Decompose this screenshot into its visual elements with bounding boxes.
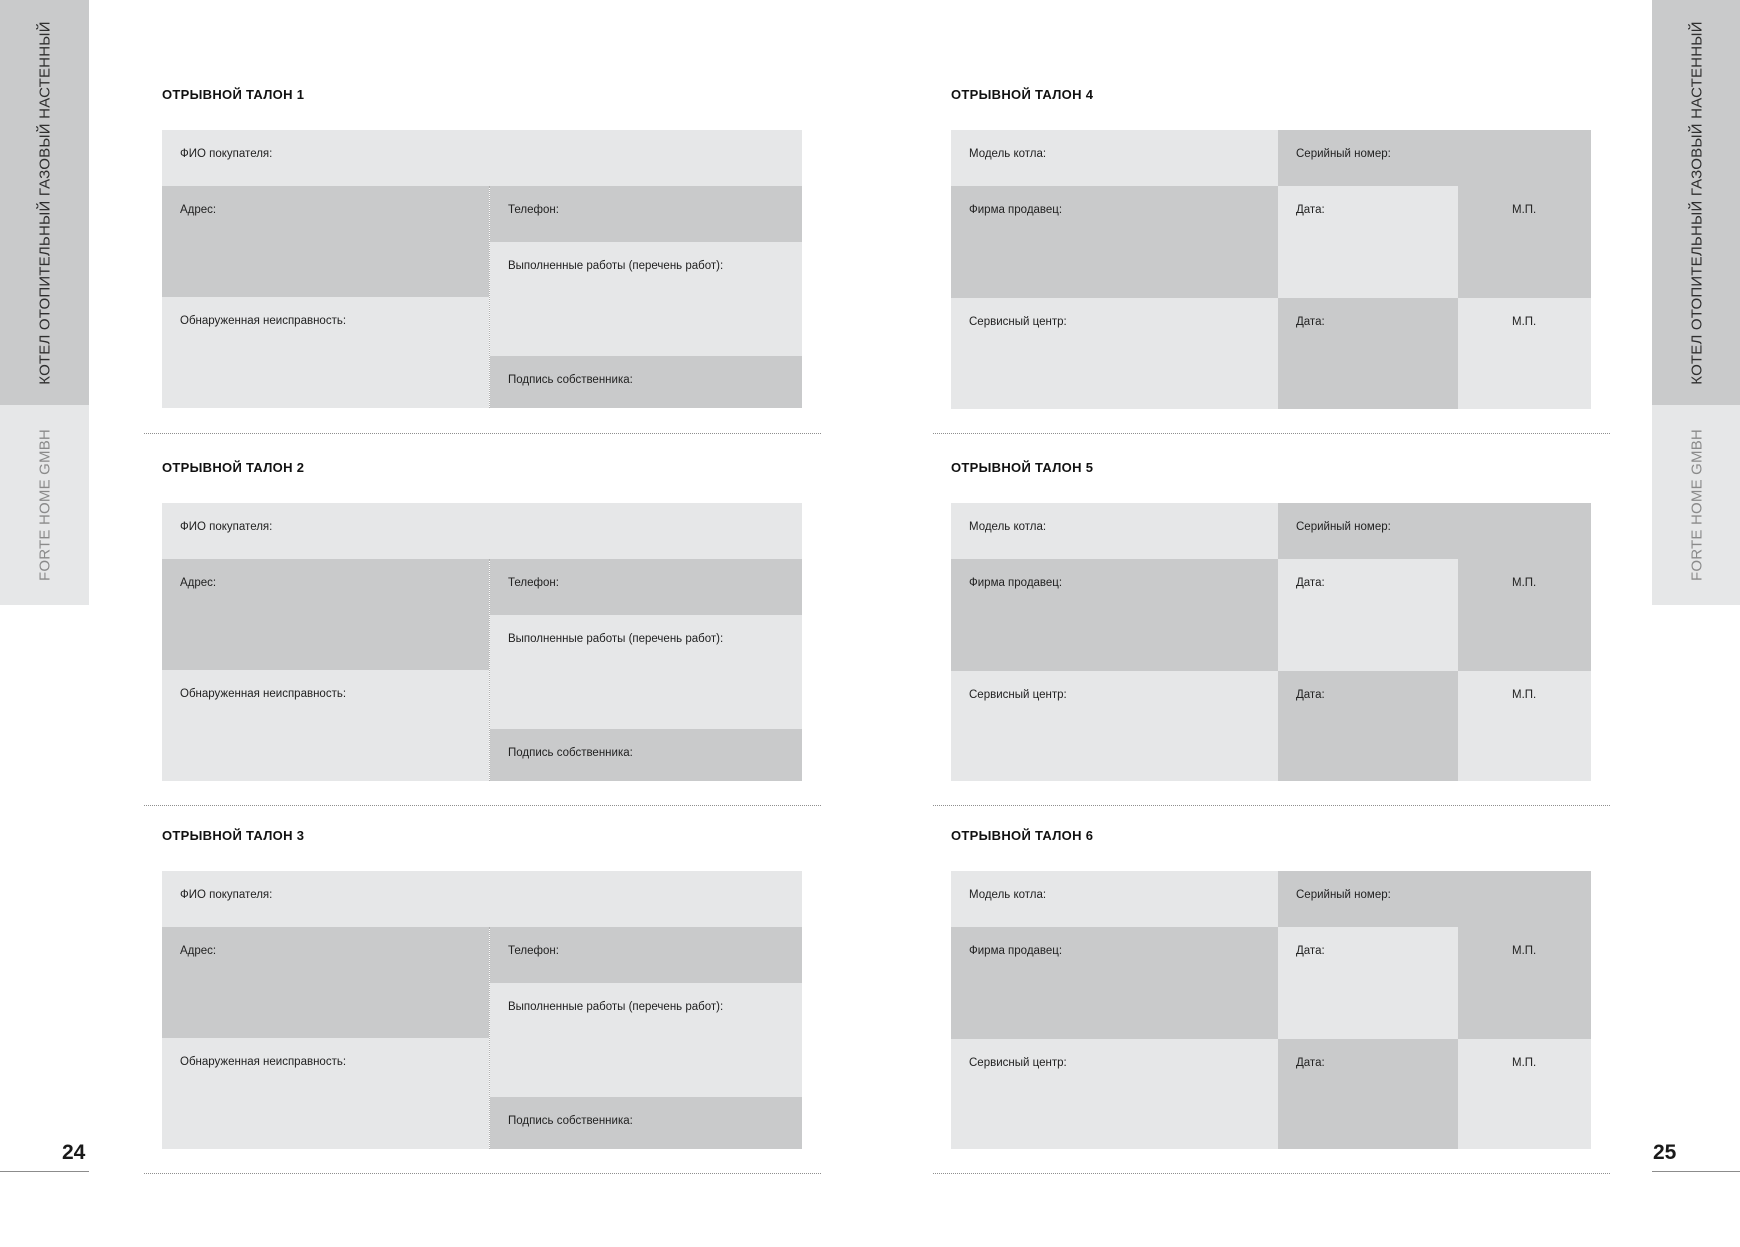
works-field[interactable]: Выполненные работы (перечень работ): [490, 983, 802, 1097]
phone-field[interactable]: Телефон: [490, 927, 802, 983]
buyer-name-field[interactable]: ФИО покупателя: [162, 130, 802, 186]
seller-date-field[interactable]: Дата: [1278, 927, 1458, 1039]
column-divider [489, 559, 490, 781]
seller-field[interactable]: Фирма продавец: [951, 927, 1278, 1039]
signature-field[interactable]: Подпись собственника: [490, 1097, 802, 1149]
boiler-model-field[interactable]: Модель котла: [951, 130, 1278, 186]
side-tab-brand-right [1652, 405, 1740, 605]
signature-field[interactable]: Подпись собственника: [490, 356, 802, 408]
buyer-name-field[interactable]: ФИО покупателя: [162, 871, 802, 927]
boiler-model-field[interactable]: Модель котла: [951, 871, 1278, 927]
page-number-left: 24 [62, 1141, 86, 1164]
fault-field[interactable]: Обнаруженная неисправность: [162, 670, 489, 781]
ticket-form-4 [951, 130, 1591, 408]
seller-field[interactable]: Фирма продавец: [951, 559, 1278, 671]
seller-date-field[interactable]: Дата: [1278, 186, 1458, 298]
column-divider [489, 927, 490, 1149]
ticket-title: ОТРЫВНОЙ ТАЛОН 2 [162, 460, 305, 475]
serial-number-field[interactable]: Серийный номер: [1278, 871, 1591, 927]
ticket-form-3 [162, 871, 802, 1149]
side-tab-title-right [1652, 0, 1740, 405]
side-brand-right: FORTE HOME GMBH [1688, 429, 1705, 581]
seller-stamp-field[interactable]: М.П. [1458, 559, 1591, 671]
ticket-form-6 [951, 871, 1591, 1149]
service-date-field[interactable]: Дата: [1278, 298, 1458, 409]
tear-line [933, 433, 1610, 434]
service-stamp-field[interactable]: М.П. [1458, 671, 1591, 781]
side-title-left: КОТЕЛ ОТОПИТЕЛЬНЫЙ ГАЗОВЫЙ НАСТЕННЫЙ [36, 20, 53, 385]
ticket-title: ОТРЫВНОЙ ТАЛОН 6 [951, 828, 1094, 843]
address-field[interactable]: Адрес: [162, 186, 489, 297]
address-field[interactable]: Адрес: [162, 927, 489, 1038]
signature-field[interactable]: Подпись собственника: [490, 729, 802, 781]
service-center-field[interactable]: Сервисный центр: [951, 298, 1278, 409]
phone-field[interactable]: Телефон: [490, 559, 802, 615]
ticket-title: ОТРЫВНОЙ ТАЛОН 5 [951, 460, 1094, 475]
works-field[interactable]: Выполненные работы (перечень работ): [490, 615, 802, 729]
seller-date-field[interactable]: Дата: [1278, 559, 1458, 671]
buyer-name-field[interactable]: ФИО покупателя: [162, 503, 802, 559]
boiler-model-field[interactable]: Модель котла: [951, 503, 1278, 559]
works-field[interactable]: Выполненные работы (перечень работ): [490, 242, 802, 356]
service-date-field[interactable]: Дата: [1278, 671, 1458, 781]
ticket-title: ОТРЫВНОЙ ТАЛОН 3 [162, 828, 305, 843]
seller-stamp-field[interactable]: М.П. [1458, 186, 1591, 298]
serial-number-field[interactable]: Серийный номер: [1278, 503, 1591, 559]
column-divider [489, 186, 490, 408]
seller-stamp-field[interactable]: М.П. [1458, 927, 1591, 1039]
side-tab-title-left [0, 0, 89, 405]
service-date-field[interactable]: Дата: [1278, 1039, 1458, 1149]
tear-line [144, 1173, 821, 1174]
side-title-right: КОТЕЛ ОТОПИТЕЛЬНЫЙ ГАЗОВЫЙ НАСТЕННЫЙ [1688, 20, 1705, 385]
service-stamp-field[interactable]: М.П. [1458, 1039, 1591, 1149]
page-number-rule-left [0, 1171, 89, 1172]
side-tab-brand-left [0, 405, 89, 605]
ticket-title: ОТРЫВНОЙ ТАЛОН 1 [162, 87, 305, 102]
serial-number-field[interactable]: Серийный номер: [1278, 130, 1591, 186]
address-field[interactable]: Адрес: [162, 559, 489, 670]
seller-field[interactable]: Фирма продавец: [951, 186, 1278, 298]
ticket-form-5 [951, 503, 1591, 781]
service-stamp-field[interactable]: М.П. [1458, 298, 1591, 409]
page-number-right: 25 [1653, 1141, 1677, 1164]
service-center-field[interactable]: Сервисный центр: [951, 1039, 1278, 1149]
service-center-field[interactable]: Сервисный центр: [951, 671, 1278, 781]
page-number-rule-right [1652, 1171, 1740, 1172]
ticket-form-1 [162, 130, 802, 408]
fault-field[interactable]: Обнаруженная неисправность: [162, 1038, 489, 1149]
side-brand-left: FORTE HOME GMBH [36, 429, 53, 581]
tear-line [933, 805, 1610, 806]
tear-line [933, 1173, 1610, 1174]
fault-field[interactable]: Обнаруженная неисправность: [162, 297, 489, 408]
tear-line [144, 433, 821, 434]
ticket-title: ОТРЫВНОЙ ТАЛОН 4 [951, 87, 1094, 102]
ticket-form-2 [162, 503, 802, 781]
tear-line [144, 805, 821, 806]
phone-field[interactable]: Телефон: [490, 186, 802, 242]
